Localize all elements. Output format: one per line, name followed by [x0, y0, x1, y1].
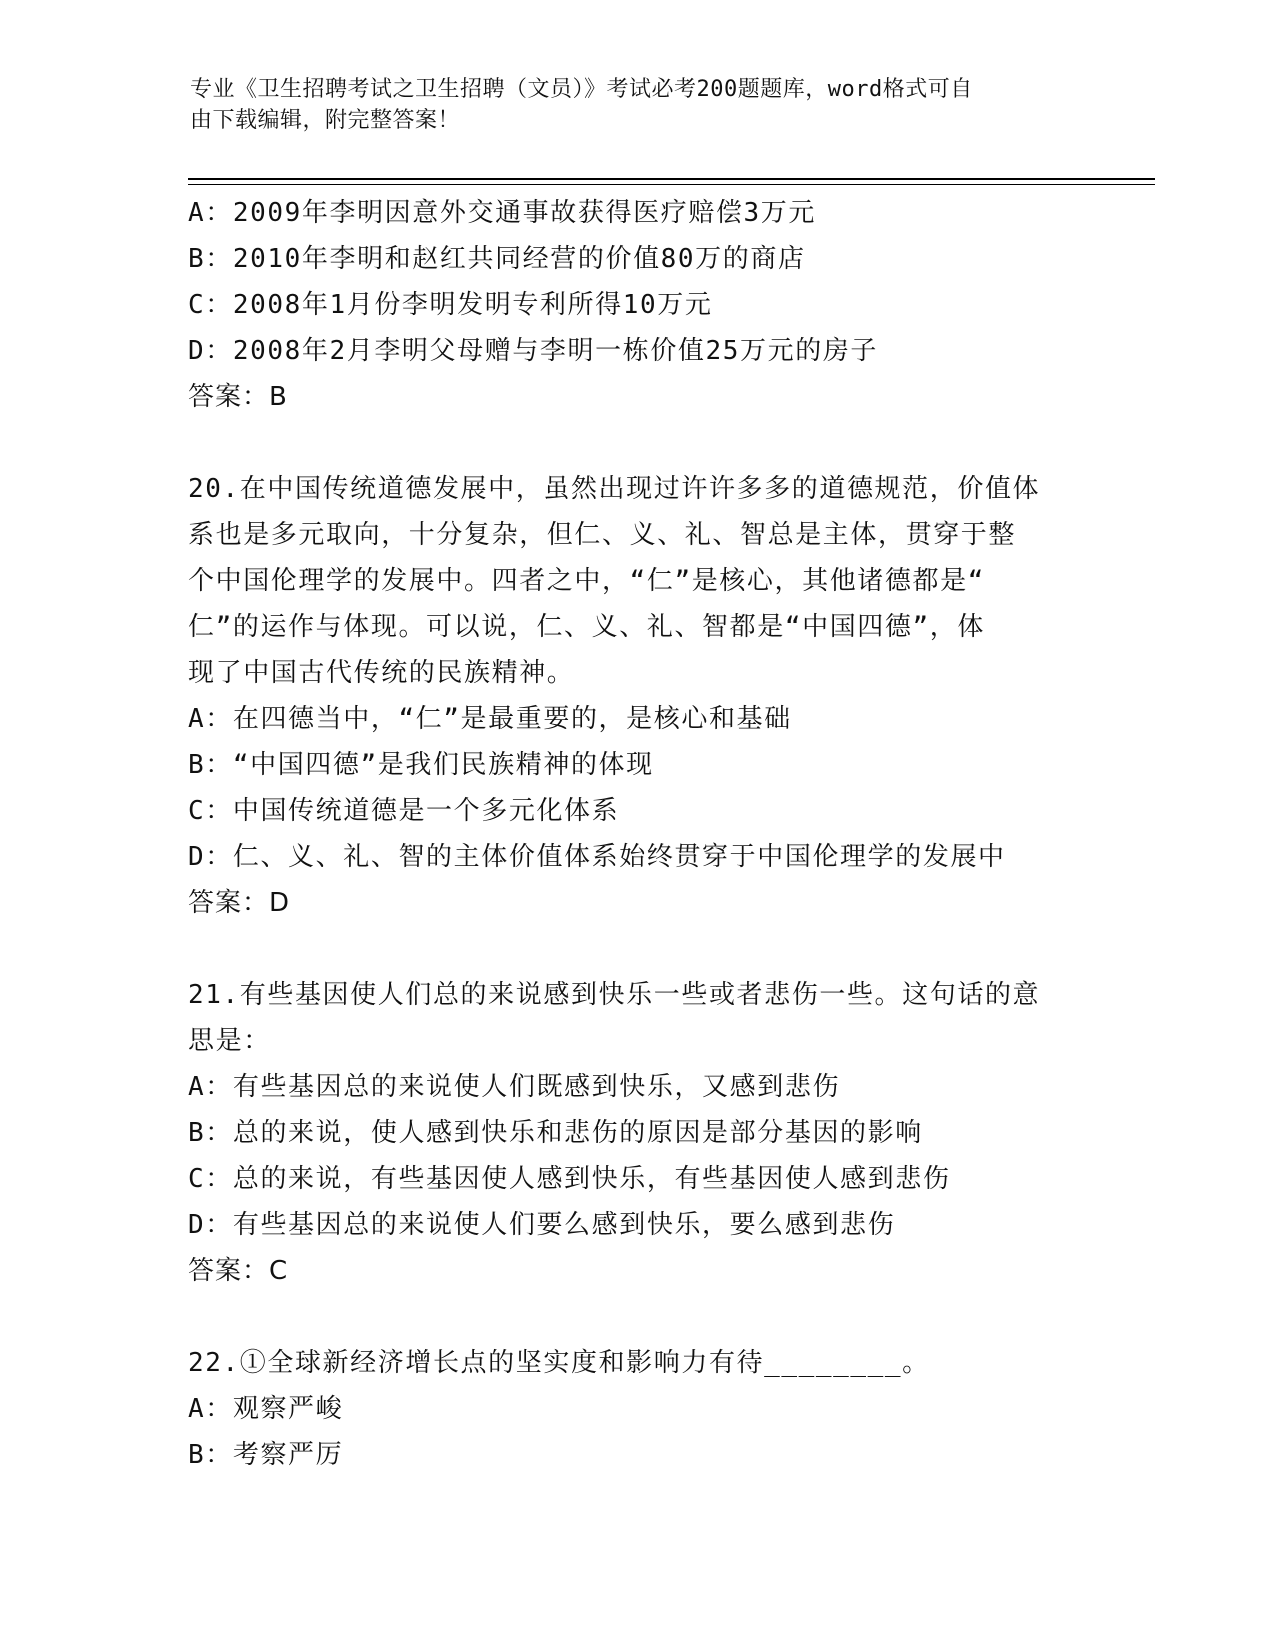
question-20: [188, 466, 1088, 926]
header-rule-thick: [188, 178, 1155, 180]
question-list: [188, 190, 1088, 1478]
option-b: B：“中国四德”是我们民族精神的体现: [188, 750, 654, 780]
question-spacer: [188, 420, 1088, 466]
option-b: B：2010年李明和赵红共同经营的价值80万的商店: [188, 244, 806, 274]
question-spacer: [188, 926, 1088, 972]
option-d: D：2008年2月李明父母赠与李明一栋价值25万元的房子: [188, 336, 879, 366]
answer-line: 答案：B: [188, 382, 288, 412]
question-stem-line: 22.①全球新经济增长点的坚实度和影响力有待________。: [188, 1348, 930, 1378]
question-21: [188, 972, 1088, 1294]
question-spacer: [188, 1294, 1088, 1340]
option-c: C：中国传统道德是一个多元化体系: [188, 796, 620, 826]
option-a: A：有些基因总的来说使人们既感到快乐，又感到悲伤: [188, 1072, 841, 1102]
question-stem-line: 个中国伦理学的发展中。四者之中，“仁”是核心，其他诸德都是“: [188, 566, 985, 596]
question-22: [188, 1340, 1088, 1478]
option-a: A：2009年李明因意外交通事故获得医疗赔偿3万元: [188, 198, 816, 228]
option-b: B：考察严厉: [188, 1440, 344, 1470]
question-stem-line: 21.有些基因使人们总的来说感到快乐一些或者悲伤一些。这句话的意: [188, 980, 1041, 1010]
answer-line: 答案：C: [188, 1256, 289, 1286]
header-rule-thin: [188, 184, 1155, 185]
question-stem-line: 仁”的运作与体现。可以说，仁、义、礼、智都是“中国四德”，体: [188, 612, 985, 642]
option-d: D：仁、义、礼、智的主体价值体系始终贯穿于中国伦理学的发展中: [188, 842, 1006, 872]
option-c: C：2008年1月份李明发明专利所得10万元: [188, 290, 713, 320]
question-stem-line: 思是：: [188, 1026, 271, 1056]
question-stem-line: 20.在中国传统道德发展中，虽然出现过许许多多的道德规范，价值体: [188, 474, 1041, 504]
question-stem-line: 系也是多元取向，十分复杂，但仁、义、礼、智总是主体，贯穿于整: [188, 520, 1017, 550]
option-c: C：总的来说，有些基因使人感到快乐，有些基因使人感到悲伤: [188, 1164, 951, 1194]
option-a: A：在四德当中，“仁”是最重要的，是核心和基础: [188, 704, 792, 734]
option-d: D：有些基因总的来说使人们要么感到快乐，要么感到悲伤: [188, 1210, 896, 1240]
document-header: [190, 74, 1070, 136]
answer-line: 答案：D: [188, 888, 291, 918]
question-19: [188, 190, 1088, 420]
option-b: B：总的来说，使人感到快乐和悲伤的原因是部分基因的影响: [188, 1118, 923, 1148]
option-a: A：观察严峻: [188, 1394, 344, 1424]
question-stem-line: 现了中国古代传统的民族精神。: [188, 658, 575, 688]
header-line-2: 由下载编辑，附完整答案！: [190, 108, 461, 133]
header-line-1: 专业《卫生招聘考试之卫生招聘（文员）》考试必考200题题库，word格式可自: [190, 77, 973, 102]
